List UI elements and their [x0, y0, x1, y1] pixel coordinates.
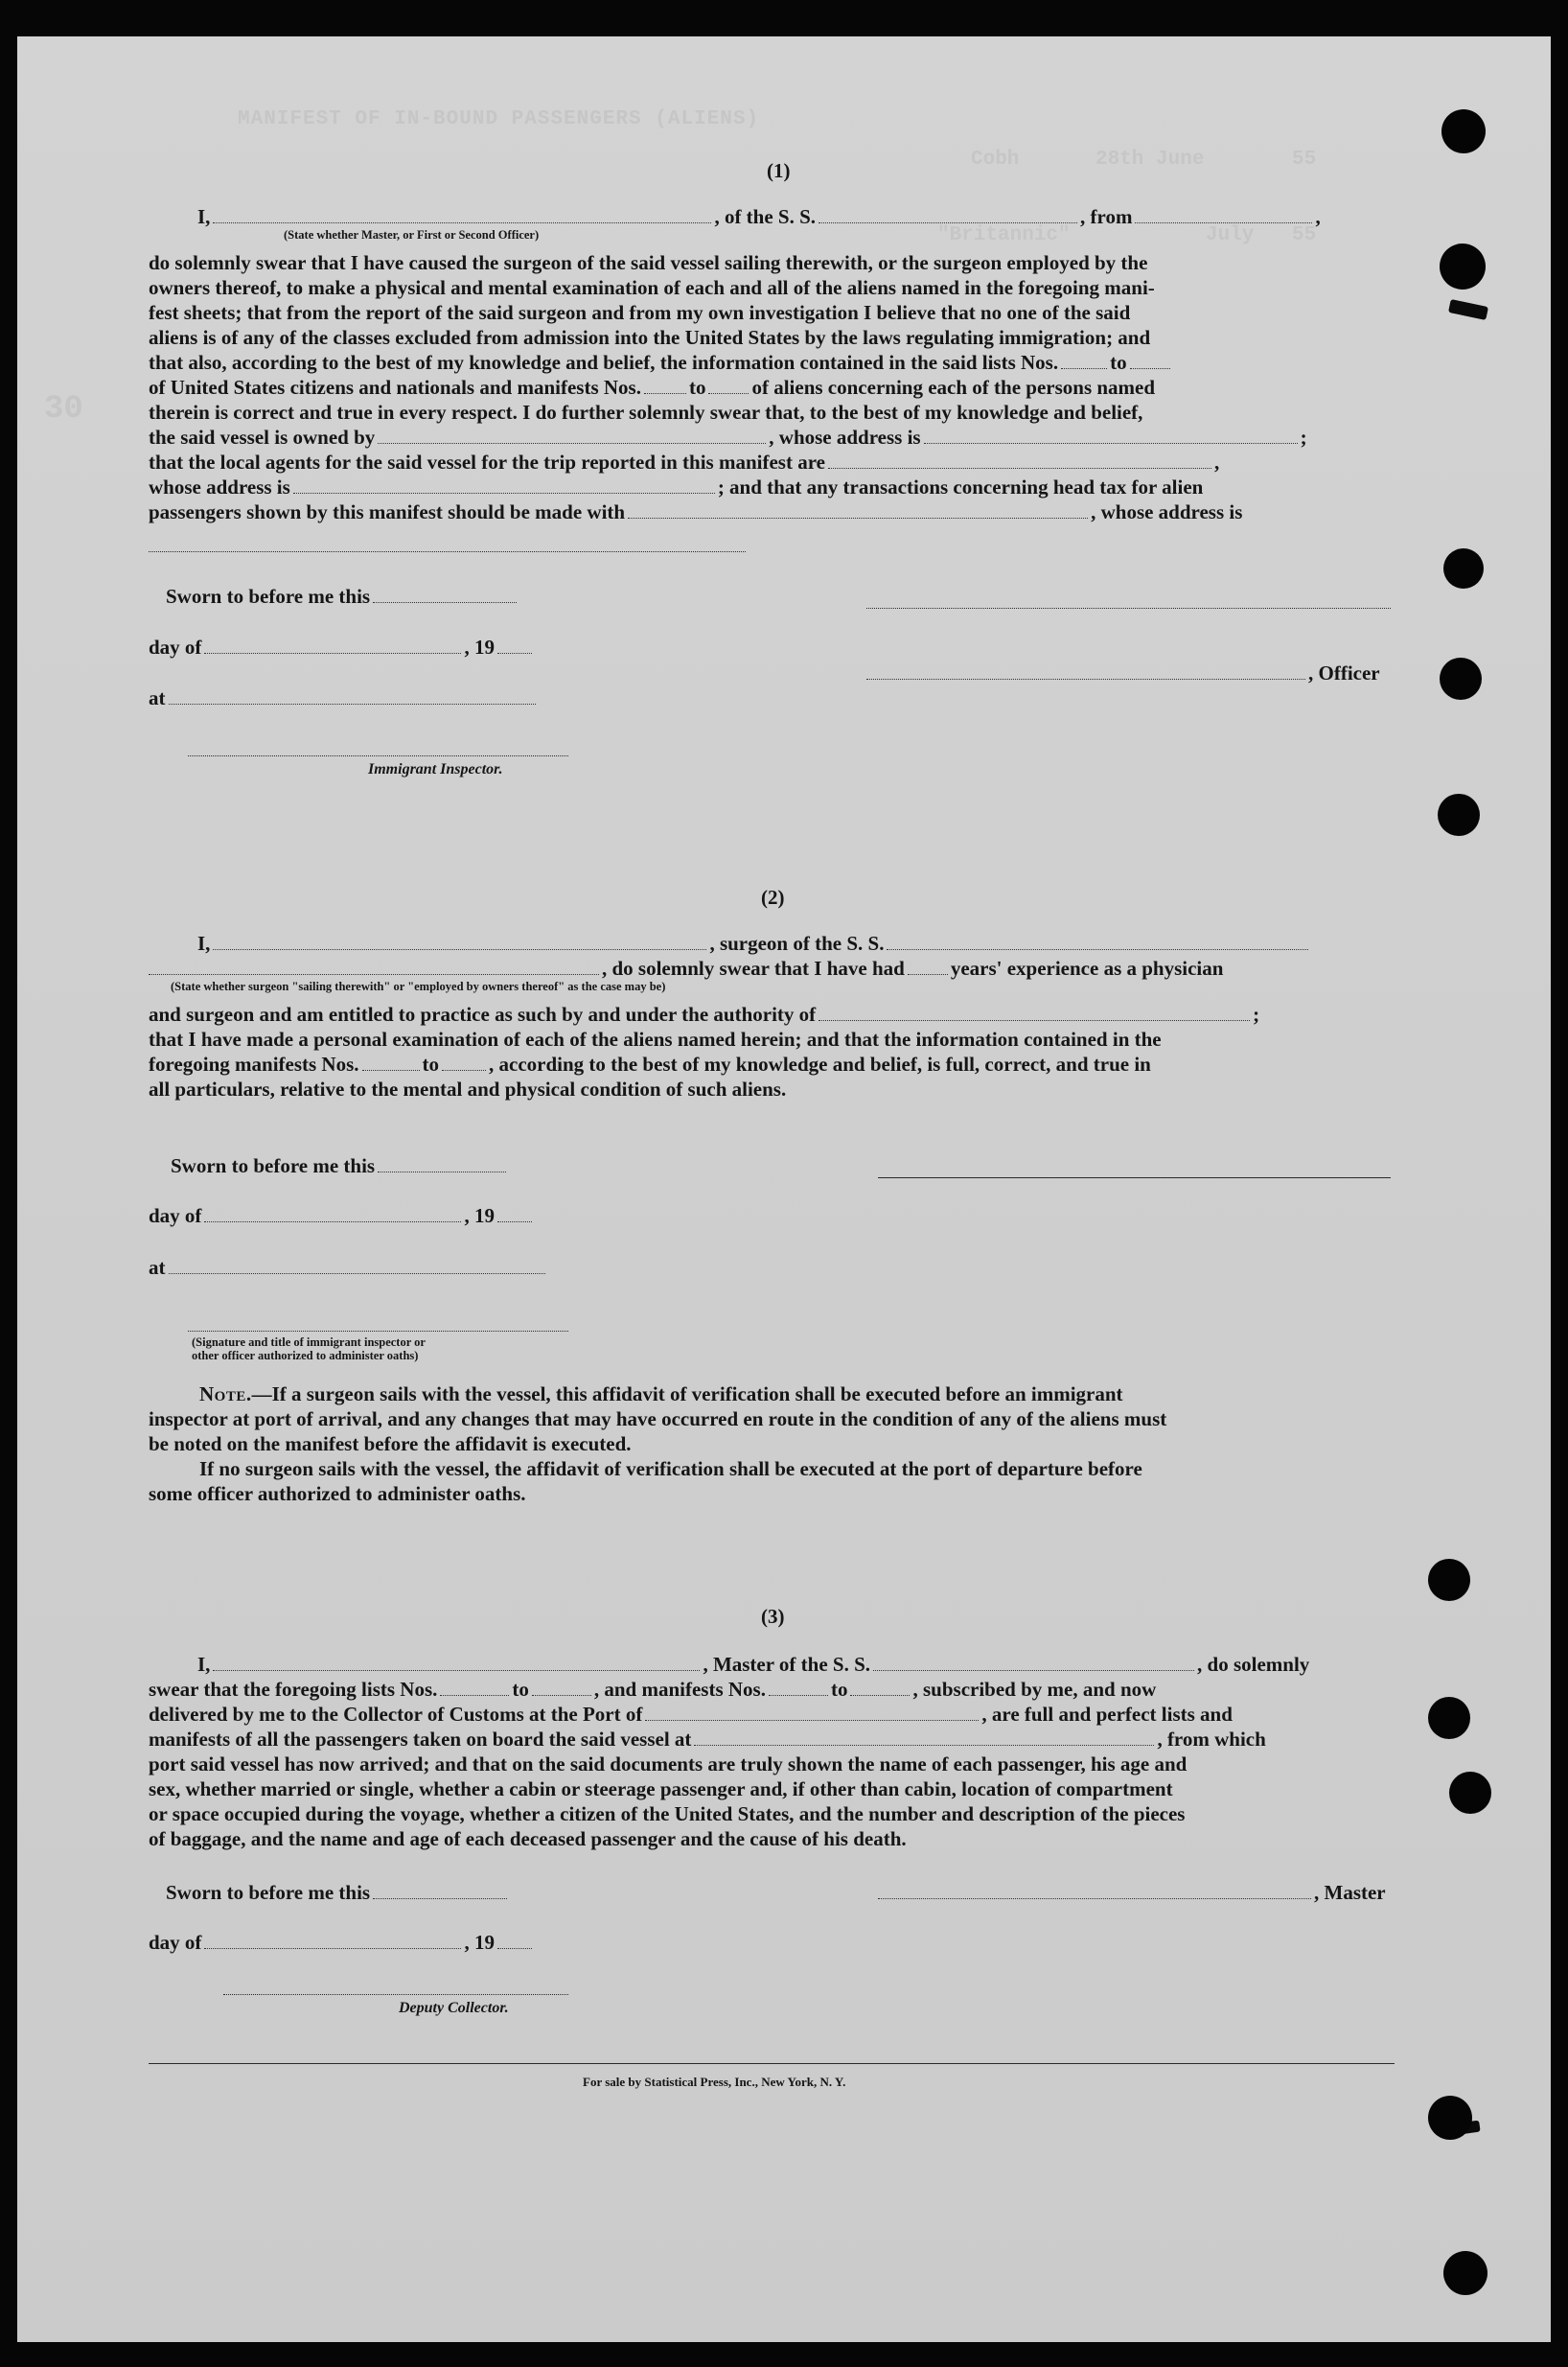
surgeon-status-note: (State whether surgeon "sailing therewith" or "employed by owners thereof" as the case may be) — [171, 980, 666, 993]
faint-date-arrival: 28th June — [1095, 149, 1205, 171]
section1-line10: that the local agents for the said vessel for the trip reported in this manifest are , — [149, 451, 1220, 474]
note-line3: be noted on the manifest before the affidavit is executed. — [149, 1432, 632, 1455]
punch-hole — [1440, 244, 1486, 290]
section1-sworn: Sworn to before me this — [166, 585, 519, 609]
note-line4: If no surgeon sails with the vessel, the affidavit of verification shall be executed at the port of departure before — [199, 1457, 1142, 1480]
section2-line1: I, , surgeon of the S. S. — [197, 932, 1311, 956]
faint-ship-name: "Britannic" — [937, 224, 1071, 246]
section3-line8: of baggage, and the name and age of each deceased passenger and the cause of his death. — [149, 1827, 907, 1850]
punch-hole — [1441, 109, 1486, 153]
document-page — [17, 36, 1551, 2342]
section3-sworn: Sworn to before me this — [166, 1881, 510, 1905]
punch-hole — [1428, 1559, 1470, 1601]
section2-signature-line — [188, 1331, 568, 1332]
section2-sign-line — [878, 1177, 1391, 1178]
section1-address-line — [149, 551, 746, 552]
deputy-collector-label: Deputy Collector. — [399, 2000, 509, 2016]
punch-hole — [1443, 548, 1484, 589]
section2-line3: and surgeon and am entitled to practice as such by and under the authority of ; — [149, 1003, 1260, 1026]
section3-master: , Master — [878, 1881, 1386, 1905]
section3-line1: I, , Master of the S. S. , do solemnly — [197, 1653, 1310, 1676]
section3-collector-line — [223, 1994, 568, 1995]
section1-line8: therein is correct and true in every respect. I do further solemnly swear that, to the best of my knowledge and belief, — [149, 401, 1143, 424]
section1-line9: the said vessel is owned by , whose address is ; — [149, 426, 1307, 449]
faint-header-title: MANIFEST OF IN-BOUND PASSENGERS (ALIENS) — [238, 108, 760, 130]
punch-hole — [1440, 658, 1482, 700]
section1-line7: of United States citizens and nationals and manifests Nos. to of aliens concerning each of the persons named — [149, 376, 1156, 399]
signature-title-note-2: other officer authorized to administer oaths) — [192, 1349, 419, 1362]
section1-line12: passengers shown by this manifest should be made with , whose address is — [149, 500, 1243, 523]
footer-rule — [149, 2063, 1395, 2064]
section1-officer: , Officer — [866, 661, 1380, 685]
immigrant-inspector-label: Immigrant Inspector. — [368, 761, 503, 777]
section2-line6: all particulars, relative to the mental and physical condition of such aliens. — [149, 1078, 787, 1101]
section1-at: at — [149, 686, 539, 710]
section2-dayof: day of , 19 — [149, 1204, 535, 1228]
section3-line7: or space occupied during the voyage, whether a citizen of the United States, and the number and description of the pieces — [149, 1802, 1186, 1825]
section1-line1: I, , of the S. S. , from , — [197, 205, 1321, 228]
section1-line4: fest sheets; that from the report of the said surgeon and from my own investigation I believe that no one of the said — [149, 301, 1131, 324]
section3-line6: sex, whether married or single, whether a cabin or steerage passenger and, if other than cabin, location of compartment — [149, 1777, 1173, 1800]
section2-line5: foregoing manifests Nos. to , according to the best of my knowledge and belief, is full, correct, and true in — [149, 1053, 1151, 1076]
section1-line3: owners thereof, to make a physical and mental examination of each and all of the aliens named in the foregoing mani- — [149, 276, 1155, 299]
punch-hole — [1438, 794, 1480, 836]
faint-numerals-55a: 55 — [1292, 149, 1317, 171]
faint-port-arrival: Cobh — [971, 149, 1020, 171]
faint-numerals-30: 30 — [44, 391, 83, 428]
section3-line3: delivered by me to the Collector of Customs at the Port of , are full and perfect lists and — [149, 1703, 1233, 1726]
note-line1: Note.—If a surgeon sails with the vessel, this affidavit of verification shall be executed before an immigrant — [199, 1382, 1123, 1405]
tear-mark — [1448, 299, 1488, 320]
section1-line6: that also, according to the best of my knowledge and belief, the information contained in the said lists Nos. to — [149, 351, 1173, 375]
note-line5: some officer authorized to administer oaths. — [149, 1482, 526, 1505]
section2-line2: , do solemnly swear that I have had years' experience as a physician — [149, 957, 1223, 981]
section3-line5: port said vessel has now arrived; and that on the said documents are truly shown the name of each passenger, his age and — [149, 1752, 1188, 1775]
section3-line4: manifests of all the passengers taken on board the said vessel at , from which — [149, 1728, 1266, 1751]
officer-rank-note: (State whether Master, or First or Second Officer) — [284, 228, 540, 242]
section3-dayof: day of , 19 — [149, 1931, 535, 1955]
section1-inspector-line — [188, 755, 568, 756]
section2-number: (2) — [761, 886, 785, 909]
faint-numerals-55b: 55 — [1292, 224, 1317, 246]
section1-dayof: day of , 19 — [149, 636, 535, 660]
section1-line11: whose address is ; and that any transactions concerning head tax for alien — [149, 476, 1204, 499]
section1-sign-line — [866, 608, 1391, 609]
punch-hole — [1428, 1697, 1470, 1739]
section2-line4: that I have made a personal examination of each of the aliens named herein; and that the information contained in the — [149, 1028, 1162, 1051]
section2-sworn: Sworn to before me this — [171, 1154, 509, 1178]
section3-line2: swear that the foregoing lists Nos. to , and manifests Nos. to , subscribed by me, and now — [149, 1678, 1157, 1701]
punch-hole — [1428, 2096, 1472, 2140]
section3-number: (3) — [761, 1605, 785, 1628]
faint-date-left: July — [1206, 224, 1255, 246]
section1-line5: aliens is of any of the classes excluded from admission into the United States by the laws regulating immigration; and — [149, 326, 1151, 349]
printer-footer: For sale by Statistical Press, Inc., New York, N. Y. — [583, 2075, 846, 2089]
section1-line2: do solemnly swear that I have caused the surgeon of the said vessel sailing therewith, or the surgeon employed by the — [149, 251, 1148, 274]
note-line2: inspector at port of arrival, and any changes that may have occurred en route in the condition of any of the aliens must — [149, 1407, 1167, 1430]
signature-title-note-1: (Signature and title of immigrant inspector or — [192, 1335, 426, 1349]
punch-hole — [1443, 2251, 1487, 2295]
section2-at: at — [149, 1256, 548, 1280]
punch-hole — [1449, 1772, 1491, 1814]
section1-number: (1) — [767, 159, 791, 182]
